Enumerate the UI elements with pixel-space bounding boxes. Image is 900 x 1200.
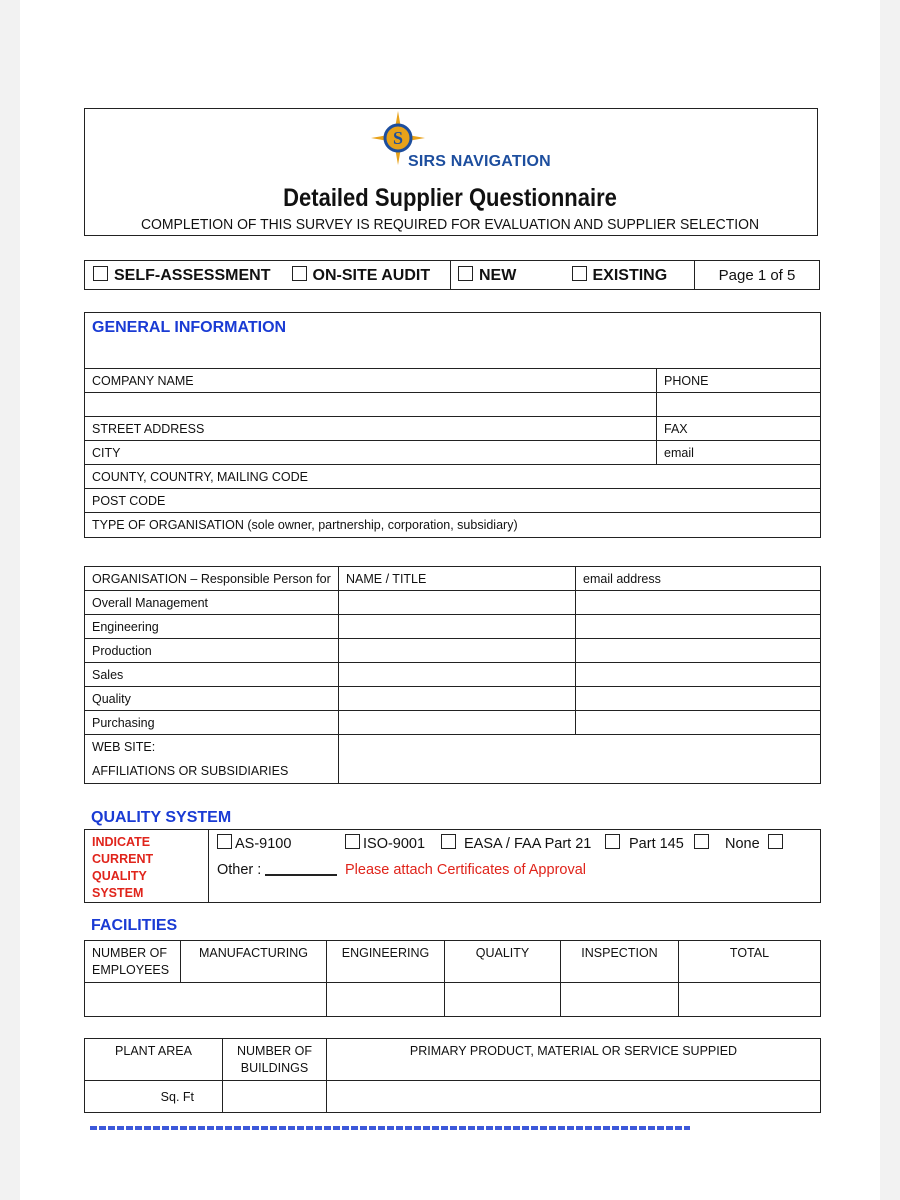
onsite-audit-option[interactable]: ON-SITE AUDIT: [285, 261, 451, 290]
self-assessment-option[interactable]: SELF-ASSESSMENT: [85, 261, 285, 290]
document-subtitle: COMPLETION OF THIS SURVEY IS REQUIRED FOR EVALUATION AND SUPPLIER SELECTION: [140, 216, 760, 233]
general-information-title: GENERAL INFORMATION: [92, 319, 287, 336]
existing-checkbox[interactable]: [572, 266, 587, 281]
city-field[interactable]: CITY: [85, 441, 657, 465]
inspection-header: INSPECTION: [561, 941, 679, 983]
quality-system-table: [84, 829, 821, 903]
plant-area-field[interactable]: [85, 1081, 223, 1113]
email-address-field[interactable]: [576, 591, 821, 615]
county-field[interactable]: COUNTY, COUNTRY, MAILING CODE: [85, 465, 821, 489]
company-name-label: COMPANY NAME: [85, 369, 657, 393]
role-label: Production: [85, 639, 339, 663]
email-address-field[interactable]: [576, 663, 821, 687]
quality-system-label: QUALITY SYSTEM: [92, 869, 147, 900]
role-label: Quality: [85, 687, 339, 711]
truncated-text-line: [90, 1126, 690, 1130]
assessment-type-bar: [84, 260, 820, 290]
fax-field[interactable]: FAX: [657, 417, 821, 441]
as9100-option[interactable]: AS-9100: [217, 834, 291, 852]
buildings-label-line2: BUILDINGS: [240, 1061, 309, 1075]
facilities-title: FACILITIES: [91, 917, 178, 934]
new-checkbox[interactable]: [458, 266, 473, 281]
quality-system-options: [209, 830, 821, 903]
street-address-field[interactable]: STREET ADDRESS: [85, 417, 657, 441]
svg-text:S: S: [392, 128, 404, 148]
plant-table: [84, 1038, 821, 1113]
indicate-current-label: INDICATE CURRENT: [92, 835, 154, 866]
page-indicator: Page 1 of 5: [695, 261, 820, 290]
organisation-header-role: ORGANISATION – Responsible Person for: [85, 567, 339, 591]
sq-ft-unit: Sq. Ft: [160, 1089, 194, 1104]
as9100-checkbox[interactable]: [217, 834, 232, 849]
web-site-affiliations-field[interactable]: [339, 735, 821, 784]
name-title-field[interactable]: [339, 687, 576, 711]
employees-label-line2: EMPLOYEES: [92, 963, 170, 977]
organisation-header-name: NAME / TITLE: [339, 567, 576, 591]
email-address-field[interactable]: [576, 687, 821, 711]
existing-option[interactable]: EXISTING: [565, 261, 695, 290]
iso9001-checkbox[interactable]: [345, 834, 360, 849]
primary-product-header: PRIMARY PRODUCT, MATERIAL OR SERVICE SUPPIED: [327, 1039, 821, 1081]
brand-name: SIRS NAVIGATION: [408, 153, 551, 170]
iso9001-option[interactable]: ISO-9001: [345, 834, 425, 852]
phone-field[interactable]: [657, 393, 821, 417]
other-option[interactable]: Other :: [217, 862, 337, 878]
role-label: Overall Management: [85, 591, 339, 615]
name-title-field[interactable]: [339, 591, 576, 615]
general-information-table: [84, 312, 821, 538]
name-title-field[interactable]: [339, 711, 576, 735]
total-header: TOTAL: [679, 941, 821, 983]
organisation-type-field[interactable]: TYPE OF ORGANISATION (sole owner, partnership, corporation, subsidiary): [85, 513, 821, 538]
role-label: Engineering: [85, 615, 339, 639]
quality-employees-field[interactable]: [445, 983, 561, 1017]
document-title: Detailed Supplier Questionnaire: [283, 184, 617, 212]
manufacturing-employees-field[interactable]: [85, 983, 327, 1017]
engineering-header: ENGINEERING: [327, 941, 445, 983]
primary-product-field[interactable]: [327, 1081, 821, 1113]
none-option[interactable]: None: [725, 834, 789, 852]
phone-label: PHONE: [657, 369, 821, 393]
attach-certificates-note: Please attach Certificates of Approval: [345, 862, 586, 878]
quality-system-title: QUALITY SYSTEM: [91, 809, 232, 826]
email-field[interactable]: email: [657, 441, 821, 465]
other-input-line[interactable]: [265, 862, 337, 876]
total-employees-field[interactable]: [679, 983, 821, 1017]
name-title-field[interactable]: [339, 615, 576, 639]
easa-option[interactable]: EASA / FAA Part 21: [441, 834, 626, 852]
post-code-field[interactable]: POST CODE: [85, 489, 821, 513]
name-title-field[interactable]: [339, 639, 576, 663]
manufacturing-header: MANUFACTURING: [181, 941, 327, 983]
part145-checkbox[interactable]: [694, 834, 709, 849]
plant-area-header: PLANT AREA: [85, 1039, 223, 1081]
engineering-employees-field[interactable]: [327, 983, 445, 1017]
buildings-label-line1: NUMBER OF: [237, 1044, 312, 1058]
organisation-table: [84, 566, 821, 784]
inspection-employees-field[interactable]: [561, 983, 679, 1017]
document-page: [20, 0, 880, 1200]
facilities-table: [84, 940, 821, 1017]
role-label: Purchasing: [85, 711, 339, 735]
onsite-audit-checkbox[interactable]: [292, 266, 307, 281]
role-label: Sales: [85, 663, 339, 687]
web-site-label: WEB SITE:: [92, 740, 156, 754]
self-assessment-checkbox[interactable]: [93, 266, 108, 281]
part145-option[interactable]: Part 145: [629, 834, 715, 852]
email-address-field[interactable]: [576, 639, 821, 663]
easa-checkbox[interactable]: [441, 834, 456, 849]
company-name-field[interactable]: [85, 393, 657, 417]
affiliations-label: AFFILIATIONS OR SUBSIDIARIES: [92, 764, 289, 778]
buildings-field[interactable]: [223, 1081, 327, 1113]
none-checkbox[interactable]: [768, 834, 783, 849]
quality-header: QUALITY: [445, 941, 561, 983]
new-option[interactable]: NEW: [451, 261, 565, 290]
organisation-header-email: email address: [576, 567, 821, 591]
email-address-field[interactable]: [576, 711, 821, 735]
easa-part21-checkbox[interactable]: [605, 834, 620, 849]
email-address-field[interactable]: [576, 615, 821, 639]
name-title-field[interactable]: [339, 663, 576, 687]
employees-label-line1: NUMBER OF: [92, 946, 167, 960]
